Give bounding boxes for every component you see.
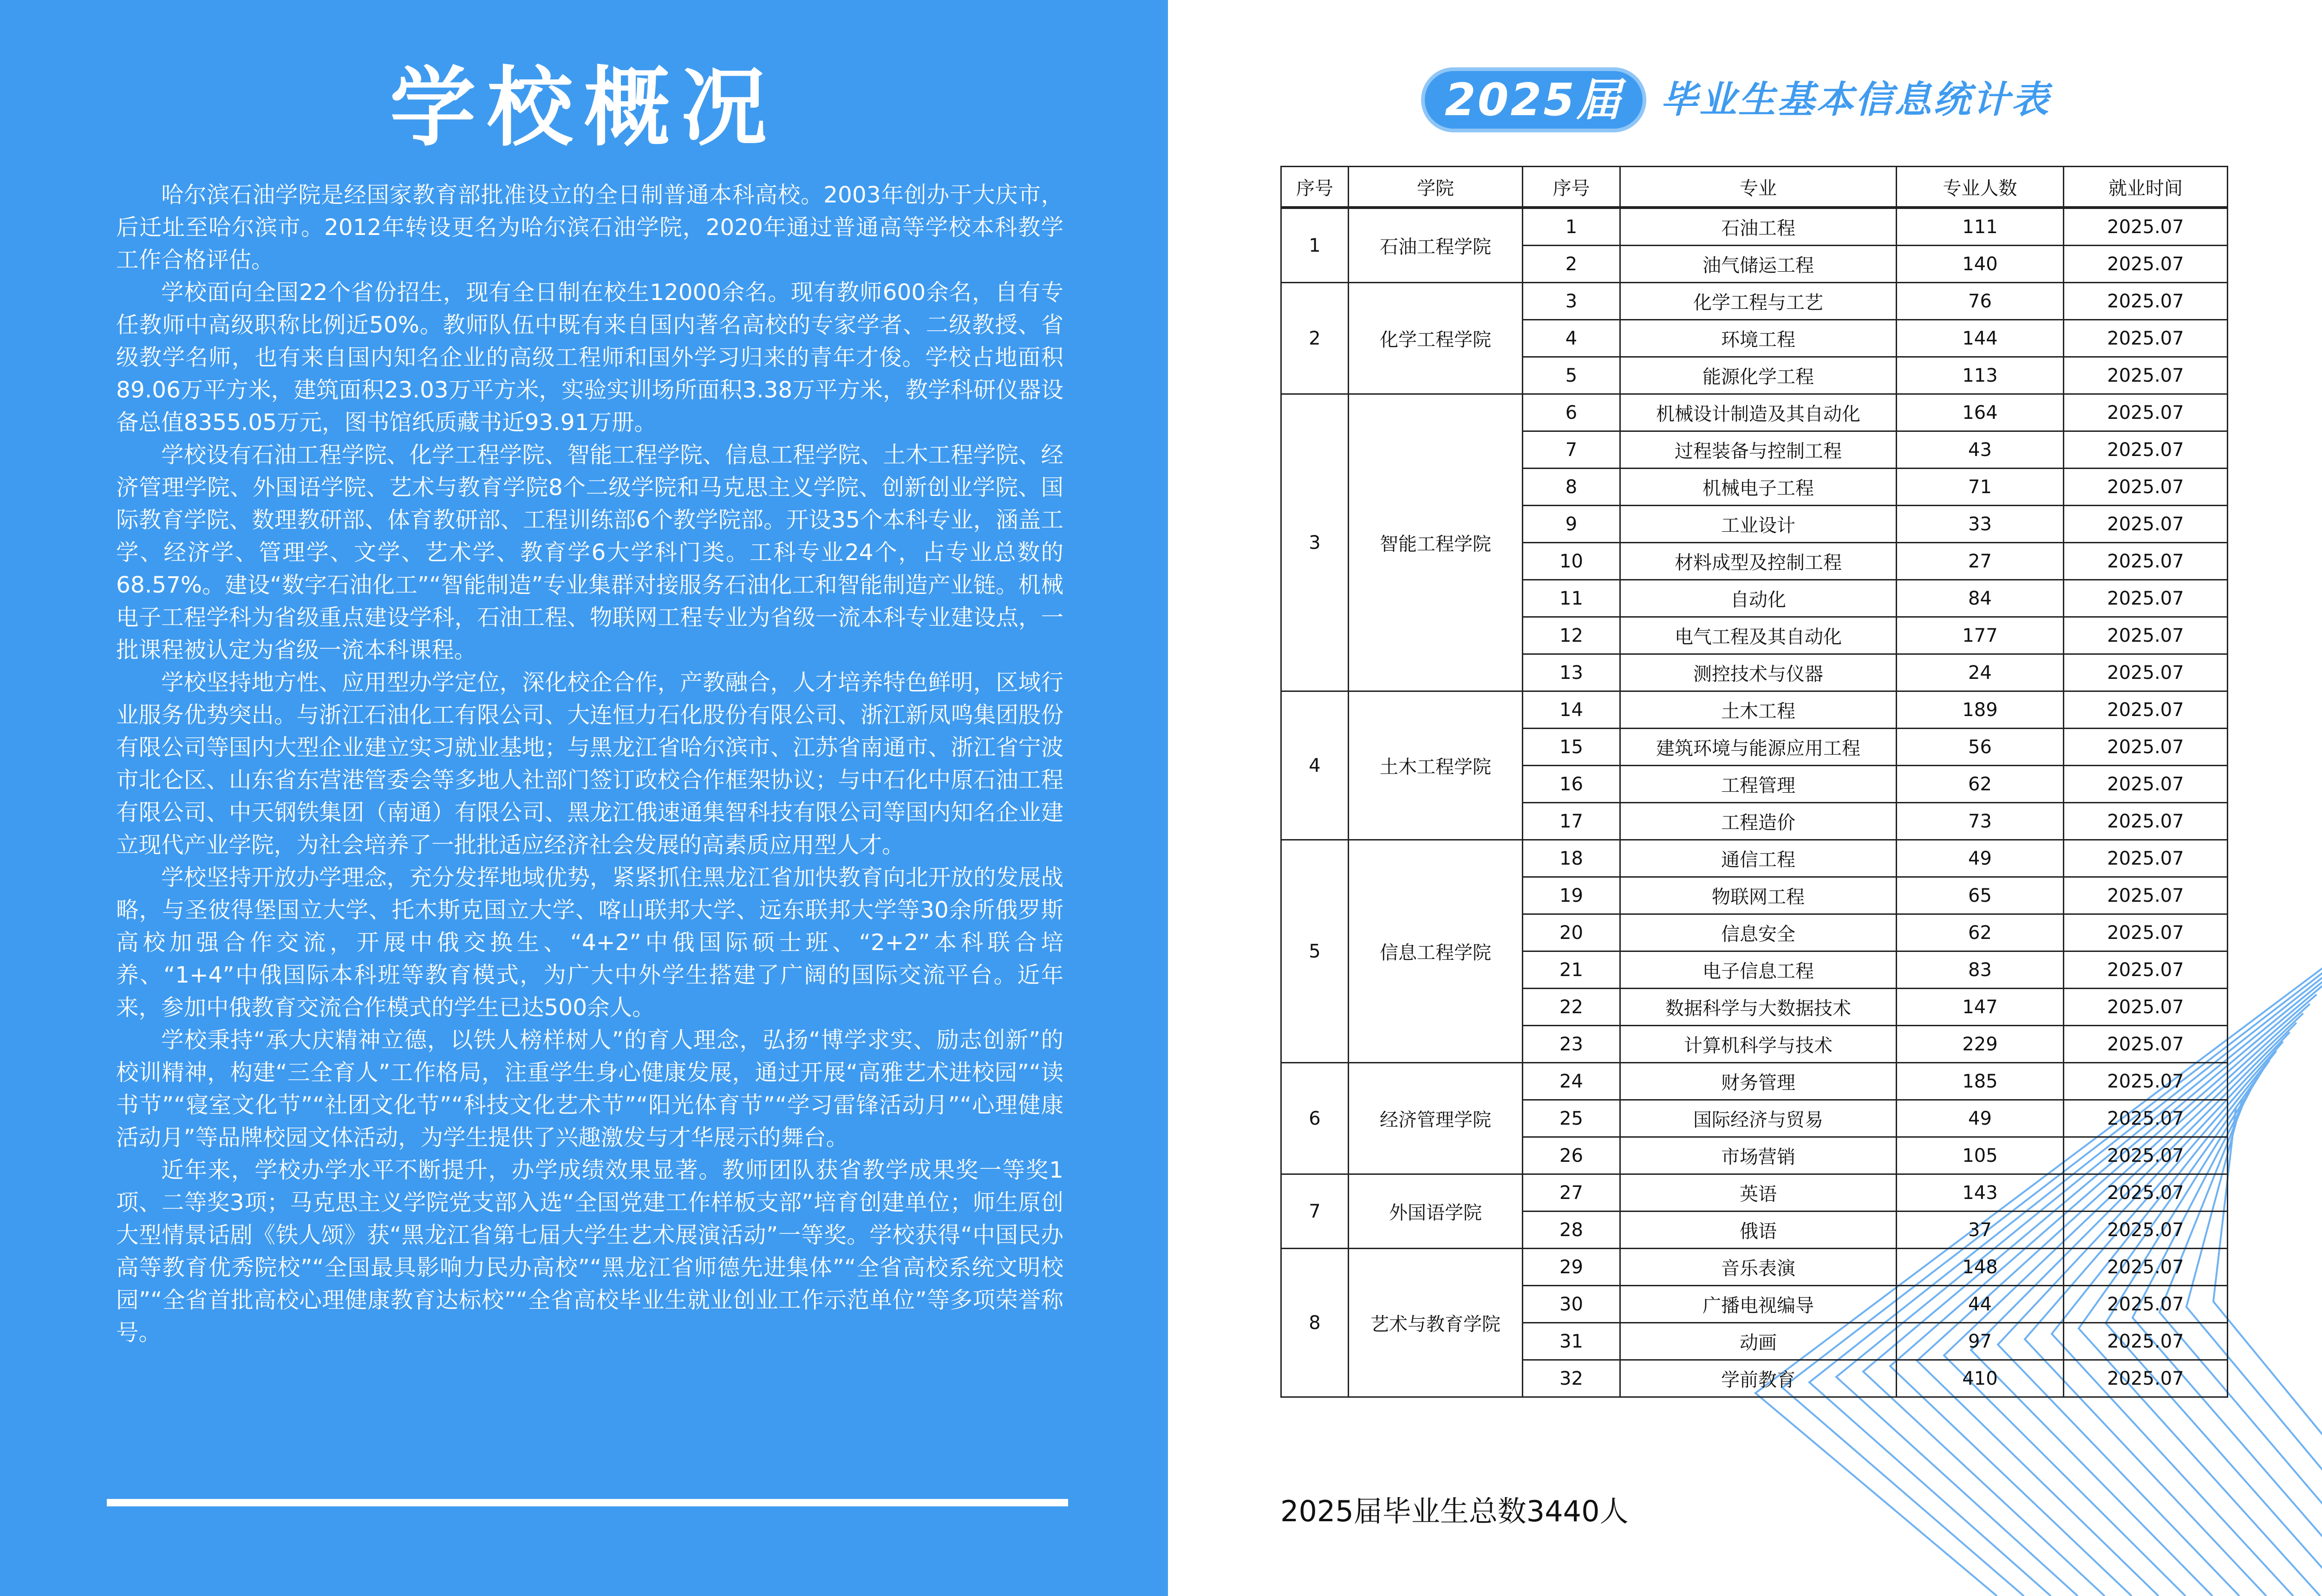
college-name: 智能工程学院 xyxy=(1349,394,1523,691)
major-number: 32 xyxy=(1523,1360,1620,1397)
table-row xyxy=(1281,394,2228,431)
major-number: 19 xyxy=(1523,877,1620,914)
major-name: 工业设计 xyxy=(1620,506,1897,543)
major-count: 56 xyxy=(1897,729,2064,766)
major-number: 5 xyxy=(1523,357,1620,394)
table-row xyxy=(1281,208,2228,246)
employment-time: 2025.07 xyxy=(2064,840,2228,877)
major-name: 工程管理 xyxy=(1620,766,1897,803)
major-number: 13 xyxy=(1523,654,1620,691)
employment-time: 2025.07 xyxy=(2064,208,2228,246)
major-number: 4 xyxy=(1523,320,1620,357)
table-row xyxy=(1281,691,2228,729)
employment-time: 2025.07 xyxy=(2064,1137,2228,1174)
major-count: 144 xyxy=(1897,320,2064,357)
major-name: 材料成型及控制工程 xyxy=(1620,543,1897,580)
major-name: 油气储运工程 xyxy=(1620,246,1897,283)
table-row xyxy=(1281,283,2228,320)
major-count: 76 xyxy=(1897,283,2064,320)
table-row xyxy=(1281,1063,2228,1100)
major-name: 财务管理 xyxy=(1620,1063,1897,1100)
major-name: 石油工程 xyxy=(1620,208,1897,246)
major-number: 3 xyxy=(1523,283,1620,320)
major-count: 105 xyxy=(1897,1137,2064,1174)
college-name: 土木工程学院 xyxy=(1349,691,1523,840)
major-number: 8 xyxy=(1523,469,1620,506)
major-name: 工程造价 xyxy=(1620,803,1897,840)
major-number: 1 xyxy=(1523,208,1620,246)
major-count: 24 xyxy=(1897,654,2064,691)
major-number: 20 xyxy=(1523,914,1620,951)
overview-paragraph: 学校坚持地方性、应用型办学定位，深化校企合作，产教融合，人才培养特色鲜明，区域行业服务优势突出。与浙江石油化工有限公司、大连恒力石化股份有限公司、浙江新凤鸣集团股份有限公司等国内大型企业建立实习就业基地；与黑龙江省哈尔滨市、江苏省南通市、浙江省宁波市北仑区、山东省东营港管委会等多地人社部门签订政校合作框架协议；与中石化中原石油工程有限公司、中天钢铁集团（南通）有限公司、黑龙江俄速通集智科技有限公司等国内知名企业建立现代产业学院，为社会培养了一批批适应经济社会发展的高素质应用型人才。 xyxy=(116,670,1063,858)
major-name: 机械电子工程 xyxy=(1620,469,1897,506)
employment-time: 2025.07 xyxy=(2064,1212,2228,1249)
table-row xyxy=(1281,840,2228,877)
major-name: 市场营销 xyxy=(1620,1137,1897,1174)
overview-title: 学校概况 xyxy=(390,58,778,158)
major-name: 电气工程及其自动化 xyxy=(1620,617,1897,654)
major-name: 音乐表演 xyxy=(1620,1249,1897,1286)
employment-time: 2025.07 xyxy=(2064,1286,2228,1323)
graduate-stats-table xyxy=(1280,166,2228,1398)
major-count: 84 xyxy=(1897,580,2064,617)
employment-time: 2025.07 xyxy=(2064,1360,2228,1397)
major-count: 83 xyxy=(1897,951,2064,989)
major-count: 113 xyxy=(1897,357,2064,394)
college-name: 化学工程学院 xyxy=(1349,283,1523,394)
employment-time: 2025.07 xyxy=(2064,1249,2228,1286)
major-name: 俄语 xyxy=(1620,1212,1897,1249)
employment-time: 2025.07 xyxy=(2064,877,2228,914)
major-number: 18 xyxy=(1523,840,1620,877)
major-name: 英语 xyxy=(1620,1174,1897,1212)
major-count: 410 xyxy=(1897,1360,2064,1397)
employment-time: 2025.07 xyxy=(2064,283,2228,320)
major-name: 通信工程 xyxy=(1620,840,1897,877)
major-name: 数据科学与大数据技术 xyxy=(1620,989,1897,1026)
header-major-no: 序号 xyxy=(1523,167,1620,208)
college-name: 信息工程学院 xyxy=(1349,840,1523,1063)
major-name: 机械设计制造及其自动化 xyxy=(1620,394,1897,431)
employment-time: 2025.07 xyxy=(2064,357,2228,394)
major-number: 16 xyxy=(1523,766,1620,803)
major-number: 29 xyxy=(1523,1249,1620,1286)
major-count: 147 xyxy=(1897,989,2064,1026)
major-name: 物联网工程 xyxy=(1620,877,1897,914)
major-number: 2 xyxy=(1523,246,1620,283)
major-name: 学前教育 xyxy=(1620,1360,1897,1397)
college-number: 8 xyxy=(1281,1249,1349,1397)
major-number: 7 xyxy=(1523,431,1620,469)
college-number: 2 xyxy=(1281,283,1349,394)
college-number: 7 xyxy=(1281,1174,1349,1249)
overview-paragraph: 学校设有石油工程学院、化学工程学院、智能工程学院、信息工程学院、土木工程学院、经济管理学院、外国语学院、艺术与教育学院8个二级学院和马克思主义学院、创新创业学院、国际教育学院、数理教研部、体育教研部、工程训练部6个教学院部。开设35个本科专业，涵盖工学、经济学、管理学、文学、艺术学、教育学6大学科门类。工科专业24个，占专业总数的68.57%。建设“数字石油化工”“智能制造”专业集群对接服务石油化工和智能制造产业链。机械电子工程学科为省级重点建设学科，石油工程、物联网工程专业为省级一流本科专业建设点，一批课程被认定为省级一流本科课程。 xyxy=(116,442,1063,663)
major-count: 229 xyxy=(1897,1026,2064,1063)
major-name: 国际经济与贸易 xyxy=(1620,1100,1897,1137)
college-name: 经济管理学院 xyxy=(1349,1063,1523,1174)
major-count: 49 xyxy=(1897,1100,2064,1137)
employment-time: 2025.07 xyxy=(2064,1026,2228,1063)
table-row xyxy=(1281,1249,2228,1286)
college-name: 外国语学院 xyxy=(1349,1174,1523,1249)
employment-time: 2025.07 xyxy=(2064,506,2228,543)
major-number: 31 xyxy=(1523,1323,1620,1360)
major-count: 189 xyxy=(1897,691,2064,729)
major-count: 111 xyxy=(1897,208,2064,246)
major-count: 177 xyxy=(1897,617,2064,654)
employment-time: 2025.07 xyxy=(2064,803,2228,840)
college-number: 1 xyxy=(1281,208,1349,283)
major-count: 97 xyxy=(1897,1323,2064,1360)
overview-paragraph: 学校坚持开放办学理念，充分发挥地域优势，紧紧抓住黑龙江省加快教育向北开放的发展战略，与圣彼得堡国立大学、托木斯克国立大学、喀山联邦大学、远东联邦大学等30余所俄罗斯高校加强合作交流，开展中俄交换生、“4+2”中俄国际硕士班、“2+2”本科联合培养、“1+4”中俄国际本科班等教育模式，为广大中外学生搭建了广阔的国际交流平台。近年来，参加中俄教育交流合作模式的学生已达500余人。 xyxy=(116,865,1063,1021)
major-number: 11 xyxy=(1523,580,1620,617)
table-row xyxy=(1281,1174,2228,1212)
major-number: 28 xyxy=(1523,1212,1620,1249)
major-name: 建筑环境与能源应用工程 xyxy=(1620,729,1897,766)
major-number: 6 xyxy=(1523,394,1620,431)
employment-time: 2025.07 xyxy=(2064,617,2228,654)
major-count: 73 xyxy=(1897,803,2064,840)
major-name: 过程装备与控制工程 xyxy=(1620,431,1897,469)
overview-paragraph: 哈尔滨石油学院是经国家教育部批准设立的全日制普通本科高校。2003年创办于大庆市，后迁址至哈尔滨市。2012年转设更名为哈尔滨石油学院，2020年通过普通高等学校本科教学工作合格评估。 xyxy=(116,182,1063,273)
employment-time: 2025.07 xyxy=(2064,580,2228,617)
major-count: 33 xyxy=(1897,506,2064,543)
employment-time: 2025.07 xyxy=(2064,654,2228,691)
major-name: 电子信息工程 xyxy=(1620,951,1897,989)
major-count: 43 xyxy=(1897,431,2064,469)
major-count: 49 xyxy=(1897,840,2064,877)
employment-time: 2025.07 xyxy=(2064,394,2228,431)
employment-time: 2025.07 xyxy=(2064,246,2228,283)
major-count: 148 xyxy=(1897,1249,2064,1286)
overview-paragraph: 学校秉持“承大庆精神立德，以铁人榜样树人”的育人理念，弘扬“博学求实、励志创新”的校训精神，构建“三全育人”工作格局，注重学生身心健康发展，通过开展“高雅艺术进校园”“读书节”“寝室文化节”“社团文化节”“科技文化艺术节”“阳光体育节”“学习雷锋活动月”“心理健康活动月”等品牌校园文体活动，为学生提供了兴趣激发与才华展示的舞台。 xyxy=(116,1027,1063,1151)
college-number: 4 xyxy=(1281,691,1349,840)
table-header-row xyxy=(1281,167,2228,208)
major-number: 21 xyxy=(1523,951,1620,989)
major-number: 26 xyxy=(1523,1137,1620,1174)
major-name: 动画 xyxy=(1620,1323,1897,1360)
major-name: 环境工程 xyxy=(1620,320,1897,357)
major-name: 广播电视编导 xyxy=(1620,1286,1897,1323)
major-number: 12 xyxy=(1523,617,1620,654)
major-count: 140 xyxy=(1897,246,2064,283)
employment-time: 2025.07 xyxy=(2064,766,2228,803)
major-count: 62 xyxy=(1897,766,2064,803)
major-name: 信息安全 xyxy=(1620,914,1897,951)
employment-time: 2025.07 xyxy=(2064,1323,2228,1360)
employment-time: 2025.07 xyxy=(2064,951,2228,989)
major-name: 计算机科学与技术 xyxy=(1620,1026,1897,1063)
major-count: 65 xyxy=(1897,877,2064,914)
employment-time: 2025.07 xyxy=(2064,1063,2228,1100)
major-count: 27 xyxy=(1897,543,2064,580)
header-major: 专业 xyxy=(1620,167,1897,208)
employment-time: 2025.07 xyxy=(2064,989,2228,1026)
college-number: 5 xyxy=(1281,840,1349,1063)
major-count: 185 xyxy=(1897,1063,2064,1100)
overview-paragraph: 近年来，学校办学水平不断提升，办学成绩效果显著。教师团队获省教学成果奖一等奖1项、二等奖3项；马克思主义学院党支部入选“全国党建工作样板支部”培育创建单位；师生原创大型情景话剧《铁人颂》获“黑龙江省第七届大学生艺术展演活动”一等奖。学校获得“中国民办高等教育优秀院校”“全国最具影响力民办高校”“黑龙江省师德先进集体”“全省高校系统文明校园”“全省首批高校心理健康教育达标校”“全省高校毕业生就业创业工作示范单位”等多项荣誉称号。 xyxy=(116,1157,1063,1346)
major-name: 测控技术与仪器 xyxy=(1620,654,1897,691)
major-number: 24 xyxy=(1523,1063,1620,1100)
college-name: 石油工程学院 xyxy=(1349,208,1523,283)
employment-time: 2025.07 xyxy=(2064,729,2228,766)
employment-time: 2025.07 xyxy=(2064,320,2228,357)
major-name: 自动化 xyxy=(1620,580,1897,617)
header-college-no: 序号 xyxy=(1281,167,1349,208)
employment-time: 2025.07 xyxy=(2064,1100,2228,1137)
major-number: 9 xyxy=(1523,506,1620,543)
employment-time: 2025.07 xyxy=(2064,1174,2228,1212)
stats-title: 毕业生基本信息统计表 xyxy=(1660,78,2050,121)
employment-time: 2025.07 xyxy=(2064,431,2228,469)
major-name: 能源化学工程 xyxy=(1620,357,1897,394)
major-number: 14 xyxy=(1523,691,1620,729)
major-number: 30 xyxy=(1523,1286,1620,1323)
employment-time: 2025.07 xyxy=(2064,469,2228,506)
college-number: 3 xyxy=(1281,394,1349,691)
major-number: 22 xyxy=(1523,989,1620,1026)
major-count: 71 xyxy=(1897,469,2064,506)
major-number: 25 xyxy=(1523,1100,1620,1137)
graduate-total: 2025届毕业生总数3440人 xyxy=(1280,1494,1629,1528)
college-number: 6 xyxy=(1281,1063,1349,1174)
major-name: 土木工程 xyxy=(1620,691,1897,729)
major-number: 23 xyxy=(1523,1026,1620,1063)
major-number: 17 xyxy=(1523,803,1620,840)
major-count: 44 xyxy=(1897,1286,2064,1323)
major-number: 10 xyxy=(1523,543,1620,580)
college-name: 艺术与教育学院 xyxy=(1349,1249,1523,1397)
major-count: 164 xyxy=(1897,394,2064,431)
major-number: 27 xyxy=(1523,1174,1620,1212)
header-college: 学院 xyxy=(1349,167,1523,208)
header-employment-time: 就业时间 xyxy=(2064,167,2228,208)
title-year: 2025届 xyxy=(1444,74,1623,126)
major-count: 62 xyxy=(1897,914,2064,951)
employment-time: 2025.07 xyxy=(2064,691,2228,729)
major-number: 15 xyxy=(1523,729,1620,766)
overview-paragraph: 学校面向全国22个省份招生，现有全日制在校生12000余名。现有教师600余名，自有专任教师中高级职称比例近50%。教师队伍中既有来自国内著名高校的专家学者、二级教授、省级教学名师，也有来自国内知名企业的高级工程师和国外学习归来的青年才俊。学校占地面积89.06万平方米，建筑面积23.03万平方米，实验实训场所面积3.38万平方米，教学科研仪器设备总值8355.05万元，图书馆纸质藏书近93.91万册。 xyxy=(116,280,1063,436)
deco-chevron-line xyxy=(2213,1107,2322,1596)
major-name: 化学工程与工艺 xyxy=(1620,283,1897,320)
major-count: 37 xyxy=(1897,1212,2064,1249)
major-count: 143 xyxy=(1897,1174,2064,1212)
employment-time: 2025.07 xyxy=(2064,914,2228,951)
header-count: 专业人数 xyxy=(1897,167,2064,208)
employment-time: 2025.07 xyxy=(2064,543,2228,580)
